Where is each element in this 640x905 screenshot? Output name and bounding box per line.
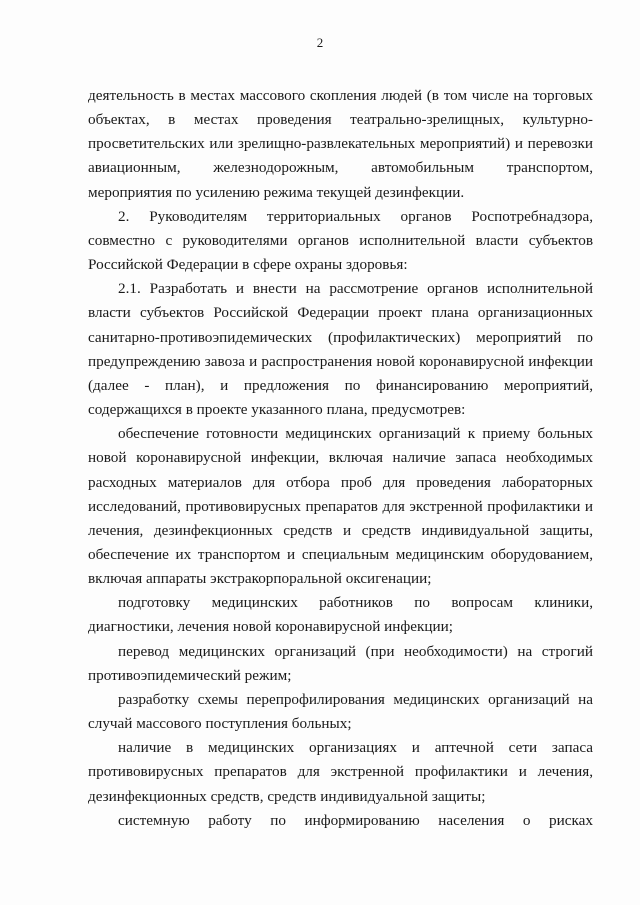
paragraph-reprofiling: разработку схемы перепрофилирования медицинских организаций на случай массового поступления больных;	[88, 690, 593, 733]
paragraph-item-2-1: 2.1. Разработать и внести на рассмотрение органов исполнительной власти субъектов Российской Федерации проект плана организационных санитарно-противоэпидемических (профилактических) мероприятий по предупреждению завоза и распространения новой коронавирусной инфекции (далее - план), и предложения по финансированию мероприятий, содержащихся в проекте указанного плана, предусмотрев:	[88, 280, 593, 419]
paragraph-continuation: деятельность в местах массового скопления людей (в том числе на торговых объектах, в местах проведения театрально-зрелищных, культурно-просветительских или зрелищно-развлекательных мероприятий) и перевозки авиационным, железнодорожным, автомобильным транспортом, мероприятия по усилению режима текущей дезинфекции.	[88, 87, 593, 201]
document-body	[88, 84, 593, 833]
paragraph-regime: перевод медицинских организаций (при необходимости) на строгий противоэпидемический режим;	[88, 642, 593, 684]
paragraph-training: подготовку медицинских работников по вопросам клиники, диагностики, лечения новой коронавирусной инфекции;	[88, 594, 593, 636]
paragraph-item-2: 2. Руководителям территориальных органов Роспотребнадзора, совместно с руководителями органов исполнительной власти субъектов Российской Федерации в сфере охраны здоровья:	[88, 207, 593, 274]
paragraph-readiness: обеспечение готовности медицинских организаций к приему больных новой коронавирусной инфекции, включая наличие запаса необходимых расходных материалов для отбора проб для проведения лабораторных исследований, противовирусных препаратов для экстренной профилактики и лечения, дезинфекционных средств и средств индивидуальной защиты, обеспечение их транспортом и специальным медицинским оборудованием, включая аппараты экстракорпоральной оксигенации;	[88, 425, 593, 588]
paragraph-stock: наличие в медицинских организациях и аптечной сети запаса противовирусных препаратов для экстренной профилактики и лечения, дезинфекционных средств, средств индивидуальной защиты;	[88, 739, 593, 805]
paragraph-informing: системную работу по информированию населения о рисках	[118, 811, 593, 829]
page-number: 2	[316, 35, 324, 50]
